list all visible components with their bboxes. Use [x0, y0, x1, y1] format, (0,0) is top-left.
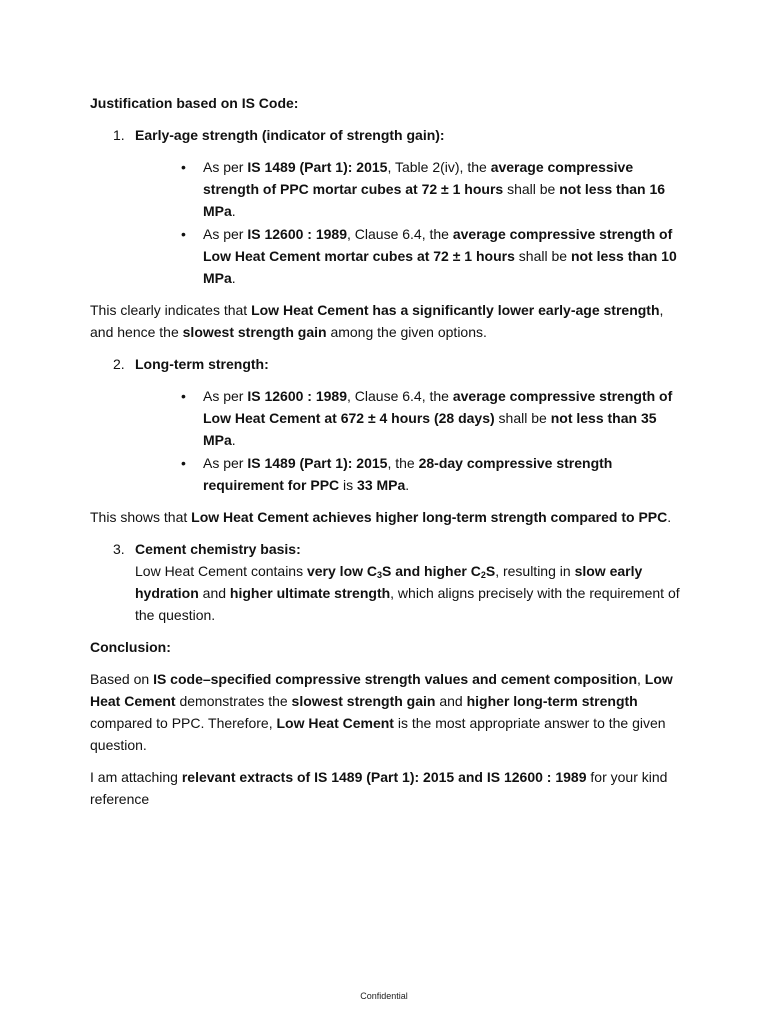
conclusion-heading: Conclusion:	[90, 639, 171, 655]
paragraph: This clearly indicates that Low Heat Cement has a significantly lower early-age strength, and hence the slowest strength gain among the given options.	[90, 302, 664, 340]
paragraph: I am attaching relevant extracts of IS 1489 (Part 1): 2015 and IS 12600 : 1989 for your kind reference	[90, 769, 668, 807]
footer-label: Confidential	[360, 991, 408, 1001]
bullet-item: • As per IS 12600 : 1989, Clause 6.4, the average compressive strength of Low Heat Cement mortar cubes at 72 ± 1 hours shall be not less than 10 MPa.	[203, 223, 690, 289]
bullet-list-2	[90, 385, 690, 496]
document-body	[90, 92, 690, 820]
bullet-list-1	[90, 156, 690, 289]
bullet-item: • As per IS 12600 : 1989, Clause 6.4, the average compressive strength of Low Heat Cement at 672 ± 4 hours (28 days) shall be not less than 35 MPa.	[203, 385, 690, 451]
item-title: Cement chemistry basis:	[135, 541, 301, 557]
item-body: Low Heat Cement contains very low $C_3S$ and higher $C_2S$, resulting in slow early hydration and higher ultimate strength, which aligns precisely with the requirement of the question.	[135, 563, 680, 623]
item-title: Long-term strength:	[135, 356, 269, 372]
paragraph: Based on IS code–specified compressive strength values and cement composition, Low Heat Cement demonstrates the slowest strength gain and higher long-term strength compared to PPC. Therefore, Low Heat Cement is the most appropriate answer to the given question.	[90, 671, 673, 753]
bullet-item: • As per IS 1489 (Part 1): 2015, the 28-day compressive strength requirement for PPC is 33 MPa.	[203, 452, 690, 496]
bullet-icon: •	[181, 159, 186, 175]
bullet-item: • As per IS 1489 (Part 1): 2015, Table 2(iv), the average compressive strength of PPC mortar cubes at 72 ± 1 hours shall be not less than 16 MPa.	[203, 156, 690, 222]
item-number: 3.	[113, 541, 125, 557]
numbered-item-1	[90, 124, 690, 146]
item-number: 1.	[113, 127, 125, 143]
bullet-icon: •	[181, 388, 186, 404]
item-title: Early-age strength (indicator of strength gain):	[135, 127, 445, 143]
paragraph: This shows that Low Heat Cement achieves higher long-term strength compared to PPC.	[90, 509, 672, 525]
item-number: 2.	[113, 356, 125, 372]
section-heading: Justification based on IS Code:	[90, 95, 299, 111]
bullet-icon: •	[181, 455, 186, 471]
numbered-item-3	[90, 538, 690, 626]
bullet-icon: •	[181, 226, 186, 242]
numbered-item-2	[90, 353, 690, 375]
